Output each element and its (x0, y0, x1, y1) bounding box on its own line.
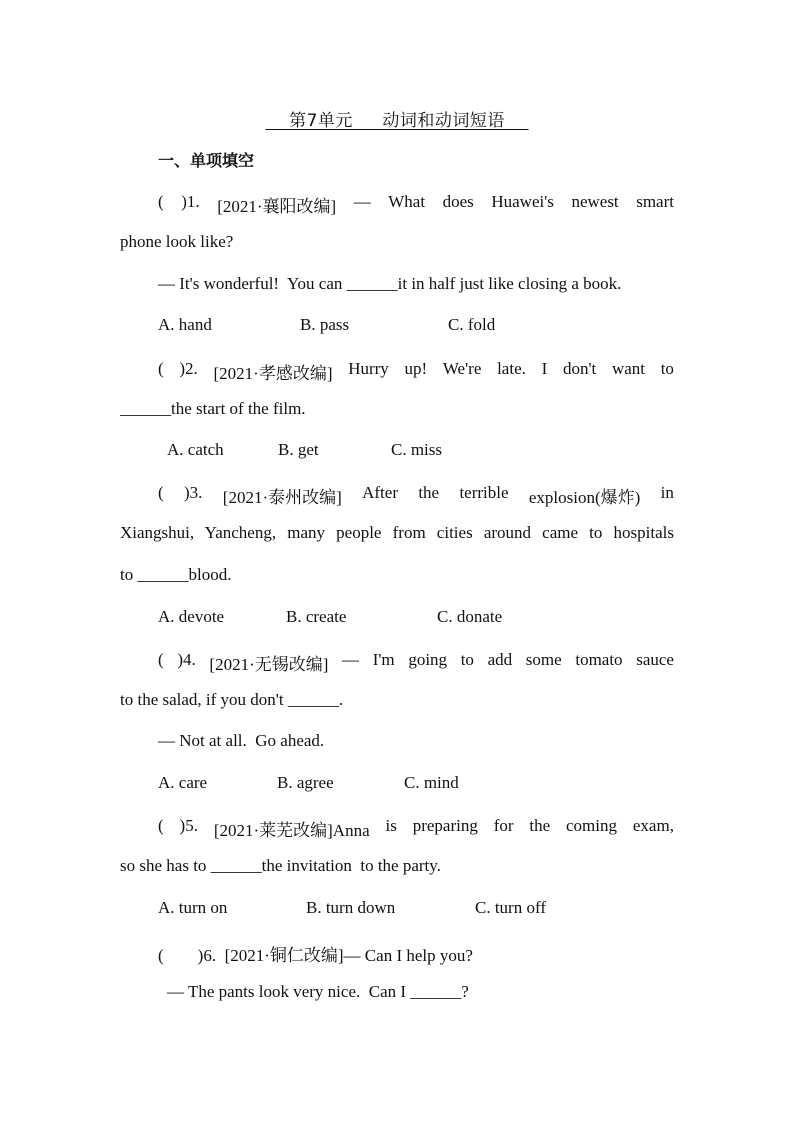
question-1-option-a: A. hand (158, 315, 212, 334)
question-3-stem-word: ( (158, 483, 164, 502)
question-3-option-c: C. donate (437, 607, 503, 626)
question-2-stem-word: up! (404, 359, 428, 378)
question-4-stem (158, 650, 674, 675)
title-topic: 动词和动词短语 (382, 111, 505, 131)
question-1-stem-word: [2021·襄阳改编] (217, 197, 337, 216)
question-5-stem (158, 816, 674, 841)
question-2-stem-word: [2021·孝感改编] (213, 364, 333, 383)
question-6-stem: ( )6. [2021·铜仁改编]— Can I help you? (158, 946, 473, 965)
question-5-stem-word: exam, (632, 816, 674, 835)
question-1-dialogue-reply: — It's wonderful! You can ______it in half just like closing a book. (158, 274, 622, 293)
question-5-stem-word: is (385, 816, 397, 835)
question-1-option-c: C. fold (448, 315, 496, 334)
question-2-stem-word: don't (562, 359, 597, 378)
question-2-stem-word: to (660, 359, 674, 378)
title-unit-number: 7 (306, 111, 318, 131)
question-5-stem-word: )5. (179, 816, 198, 835)
question-3-option-b: B. create (286, 607, 347, 626)
question-2-option-a: A. catch (167, 440, 224, 459)
question-3-stem-word: explosion(爆炸) (528, 488, 641, 507)
question-3-option-a: A. devote (158, 607, 225, 626)
question-2-stem-word: late. (497, 359, 526, 378)
question-2-stem-continued: ______the start of the film. (120, 399, 306, 418)
question-6-dialogue-reply: — The pants look very nice. Can I ______? (167, 982, 469, 1001)
question-4-stem-word: some (525, 650, 562, 669)
question-5-stem-word: for (493, 816, 514, 835)
question-2-stem-word: )2. (179, 359, 198, 378)
question-4-option-b: B. agree (277, 773, 334, 792)
question-5-stem-word: coming (566, 816, 618, 835)
page-title (0, 106, 794, 131)
question-4-stem-word: to (460, 650, 474, 669)
question-5-stem-continued: so she has to ______the invitation to the party. (120, 856, 441, 875)
question-4-stem-word: — (342, 650, 360, 669)
question-4-option-c: C. mind (404, 773, 459, 792)
question-1-stem-word: Huawei's (491, 192, 554, 211)
question-3-stem-word: )3. (184, 483, 203, 502)
question-3-stem-continued-2: to ______blood. (120, 565, 232, 584)
question-1-stem-word: does (442, 192, 474, 211)
question-4-stem-word: ( (158, 650, 164, 669)
question-3-stem-word: terrible (459, 483, 509, 502)
question-2-option-c: C. miss (391, 440, 443, 459)
question-4-stem-word: )4. (177, 650, 196, 669)
question-3-stem-word: After (362, 483, 398, 502)
question-4-stem-word: [2021·无锡改编] (209, 655, 329, 674)
question-4-stem-word: sauce (636, 650, 674, 669)
section-heading: 一、单项填空 (158, 151, 255, 170)
question-2-stem-word: want (611, 359, 645, 378)
question-3-stem (158, 483, 674, 508)
question-3-stem-word: [2021·泰州改编] (222, 488, 342, 507)
question-5-option-a: A. turn on (158, 898, 228, 917)
question-5-stem-word: [2021·莱芜改编]Anna (213, 821, 370, 840)
question-4-stem-word: I'm (372, 650, 395, 669)
question-1-stem-continued: phone look like? (120, 232, 234, 251)
question-4-stem-word: going (408, 650, 448, 669)
question-2-stem-word: Hurry (348, 359, 389, 378)
question-3-stem-word: in (660, 483, 674, 502)
question-2-stem (158, 359, 674, 384)
question-2-stem-word: We're (442, 359, 482, 378)
question-1-option-b: B. pass (300, 315, 350, 334)
question-1-stem-word: smart (636, 192, 674, 211)
question-1-stem-word: newest (571, 192, 619, 211)
question-5-option-c: C. turn off (475, 898, 546, 917)
question-1-stem-word: — (353, 192, 371, 211)
question-3-stem-continued: Xiangshui, Yancheng, many people from cities around came to hospitals (120, 523, 674, 542)
question-4-stem-word: tomato (575, 650, 623, 669)
question-4-stem-word: add (487, 650, 513, 669)
question-2-option-b: B. get (278, 440, 319, 459)
question-4-option-a: A. care (158, 773, 208, 792)
question-1-stem (158, 192, 674, 217)
question-5-option-b: B. turn down (306, 898, 396, 917)
question-5-stem-word: preparing (412, 816, 478, 835)
question-1-stem-word: What (388, 192, 426, 211)
question-4-dialogue-reply: — Not at all. Go ahead. (158, 731, 325, 750)
question-5-stem-word: the (529, 816, 551, 835)
question-4-stem-continued: to the salad, if you don't ______. (120, 690, 344, 709)
question-3-stem-word: the (418, 483, 440, 502)
question-1-stem-word: ( (158, 192, 164, 211)
title-unit-label: 单元 (317, 111, 353, 131)
question-5-stem-word: ( (158, 816, 164, 835)
title-prefix: 第 (289, 111, 307, 131)
question-2-stem-word: I (541, 359, 548, 378)
question-1-stem-word: )1. (181, 192, 200, 211)
question-2-stem-word: ( (158, 359, 164, 378)
